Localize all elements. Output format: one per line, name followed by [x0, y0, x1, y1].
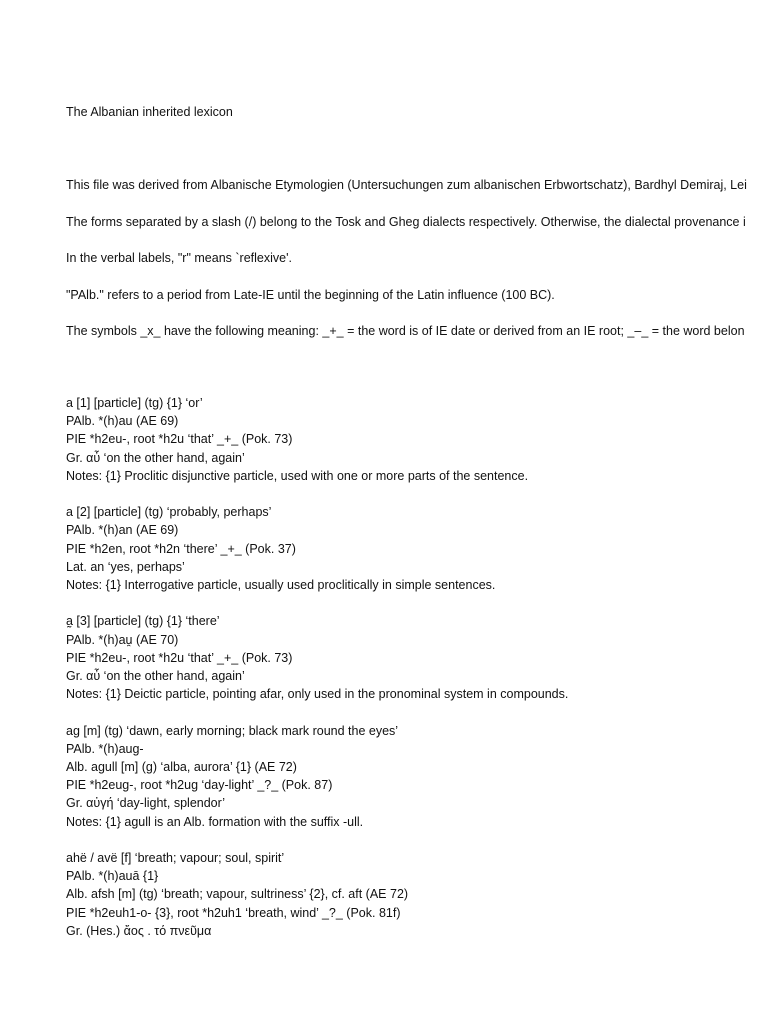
entry-pie: PIE *h2en, root *h2n ‘there’ _+_ (Pok. 37) — [66, 541, 296, 556]
intro-symbols: The symbols _x_ have the following meaning: _+_ = the word is of IE date or derived from an IE root; _–_ = the word belon — [66, 324, 745, 338]
entry-proto-albanian: PAlb. *(h)aug- — [66, 741, 144, 756]
intro-source: This file was derived from Albanische Etymologien (Untersuchungen zum albanischen Erbwortschatz), Bardhyl Demiraj, Lei — [66, 178, 747, 192]
intro-section — [66, 176, 768, 359]
entry-notes: Notes: {1} Deictic particle, pointing afar, only used in the pronominal system in compounds. — [66, 687, 569, 702]
lexicon-entry-ahe — [66, 849, 768, 940]
entry-pie: PIE *h2eug-, root *h2ug ‘day-light’ _?_ (Pok. 87) — [66, 778, 333, 793]
intro-palb-period: "PAlb." refers to a period from Late-IE until the beginning of the Latin influence (100 BC). — [66, 287, 555, 302]
entry-pie: PIE *h2eu-, root *h2u ‘that’ _+_ (Pok. 73) — [66, 650, 293, 665]
entry-cognate: Gr. αὖ ‘on the other hand, again’ — [66, 450, 245, 465]
lexicon-entry-ag — [66, 722, 768, 831]
entry-albanian-derivative: Alb. afsh [m] (tg) ‘breath; vapour, sultriness’ {2}, cf. aft (AE 72) — [66, 887, 409, 902]
entry-cognate: Gr. (Hes.) ἄος . τό πνεῦμα — [66, 923, 212, 938]
intro-dialects: The forms separated by a slash (/) belong to the Tosk and Gheg dialects respectively. Otherwise, the dialectal provenance i — [66, 214, 746, 229]
entry-headword: a [2] [particle] (tg) ‘probably, perhaps’ — [66, 505, 272, 520]
lexicon-entries — [66, 394, 768, 958]
entry-proto-albanian: PAlb. *(h)au (AE 69) — [66, 414, 179, 429]
entry-proto-albanian: PAlb. *(h)an (AE 69) — [66, 523, 179, 538]
lexicon-entry-a-1 — [66, 394, 768, 485]
entry-proto-albanian: PAlb. *(h)auā {1} — [66, 869, 159, 884]
entry-cognate: Gr. αὖ ‘on the other hand, again’ — [66, 669, 245, 684]
entry-notes: Notes: {1} Interrogative particle, usually used proclitically in simple sentences. — [66, 578, 496, 593]
lexicon-entry-a-3 — [66, 612, 768, 703]
intro-verbal-labels: In the verbal labels, "r" means `reflexive'. — [66, 251, 292, 265]
entry-cognate: Lat. an ‘yes, perhaps’ — [66, 559, 185, 574]
entry-notes: Notes: {1} agull is an Alb. formation with the suffix -ull. — [66, 814, 364, 829]
entry-albanian-derivative: Alb. agull [m] (g) ‘alba, aurora’ {1} (AE 72) — [66, 760, 297, 775]
entry-proto-albanian: PAlb. *(h)au̯ (AE 70) — [66, 632, 179, 647]
entry-headword: ag [m] (tg) ‘dawn, early morning; black mark round the eyes’ — [66, 723, 399, 738]
entry-pie: PIE *h2eu-, root *h2u ‘that’ _+_ (Pok. 73) — [66, 432, 293, 447]
entry-notes: Notes: {1} Proclitic disjunctive particle, used with one or more parts of the sentence. — [66, 468, 529, 483]
lexicon-entry-a-2 — [66, 503, 768, 594]
entry-headword: ahë / avë [f] ‘breath; vapour; soul, spirit’ — [66, 851, 285, 866]
document-title: The Albanian inherited lexicon — [66, 105, 233, 119]
entry-headword: a [1] [particle] (tg) {1} ‘or’ — [66, 396, 203, 410]
entry-cognate: Gr. αὐγή ‘day-light, splendor’ — [66, 796, 226, 811]
entry-headword: a̰ [3] [particle] (tg) {1} ‘there’ — [66, 614, 220, 629]
entry-pie: PIE *h2euh1-o- {3}, root *h2uh1 ‘breath, wind’ _?_ (Pok. 81f) — [66, 905, 401, 920]
